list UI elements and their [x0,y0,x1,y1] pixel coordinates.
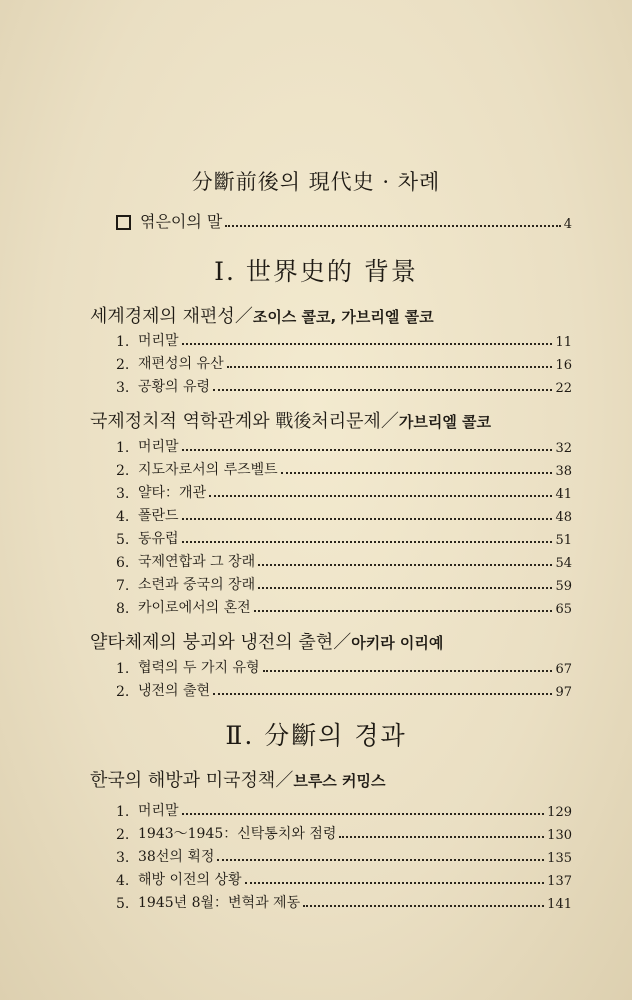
toc-entry [116,823,572,843]
chapter-title [90,628,580,654]
entry-number: 2. [116,684,130,700]
toc-entry [116,436,572,456]
toc-entry [116,892,572,912]
page-number: 67 [555,662,572,677]
entry-number: 2. [116,827,130,843]
entry-label: 엮은이의 말 [140,212,223,231]
entry-number: 1. [116,334,130,350]
page-number: 137 [547,874,572,889]
entry-number: 7. [116,578,130,594]
entry-label: 폴란드 [138,508,179,524]
entry-number: 2. [116,357,130,373]
chapter-author: 브루스 커밍스 [293,772,386,790]
chapter-title [90,302,580,328]
page-number: 16 [555,358,572,373]
entry-number: 1. [116,440,130,456]
dot-leader [281,472,553,474]
page-number: 22 [555,381,572,396]
entry-number: 1. [116,804,130,820]
dot-leader [258,564,552,566]
entry-label: 협력의 두 가지 유형 [138,660,260,676]
part-heading: Ⅱ. 分斷의 경과 [225,721,407,750]
toc-entry [116,597,572,617]
dot-leader [209,495,552,497]
dot-leader [213,389,552,391]
dot-leader [339,836,544,838]
toc-entry [116,574,572,594]
entry-label: 머리말 [138,333,179,349]
dot-leader [182,449,553,451]
toc-entry [116,528,572,548]
entry-number: 4. [116,873,130,889]
page-number: 129 [547,805,572,820]
chapter-title-text: 한국의 해방과 미국정책／ [90,770,294,791]
dot-leader [245,882,545,884]
page-number: 65 [555,602,572,617]
entry-label: 머리말 [138,439,179,455]
page-number: 11 [555,335,572,350]
chapter-title-text: 얄타체제의 붕괴와 냉전의 출현／ [90,632,352,653]
toc-entry [116,657,572,677]
page-number: 38 [555,464,572,479]
chapter-author: 아키라 이리예 [351,634,444,652]
dot-leader [303,905,544,907]
toc-entry [116,459,572,479]
dot-leader [182,518,553,520]
chapter-author: 가브리엘 콜코 [398,413,492,431]
toc-entry [116,353,572,373]
entry-number: 5. [116,896,130,912]
entry-label: 국제연합과 그 장래 [138,554,256,570]
page-number: 97 [555,685,572,700]
dot-leader [227,366,553,368]
page-number: 48 [555,510,572,525]
entry-number: 1. [116,661,130,677]
entry-number: 3. [116,380,130,396]
entry-number: 5. [116,532,130,548]
part-heading: Ⅰ. 世界史的 背景 [214,257,418,286]
page-number: 141 [547,897,572,912]
toc-preface-entry [116,210,572,232]
toc-entry [116,846,572,866]
page-number: 130 [547,828,572,843]
entry-number: 4. [116,509,130,525]
page-number: 41 [555,487,572,502]
page-number: 32 [555,441,572,456]
entry-label: 공황의 유령 [138,379,211,395]
entry-number: 6. [116,555,130,571]
entry-label: 1943～1945：신탁통치와 점령 [138,826,337,842]
toc-entry [116,680,572,700]
chapter-title [90,766,580,792]
page-number: 4 [563,217,572,232]
chapter-title-text: 국제정치적 역학관계와 戰後처리문제／ [90,411,399,432]
entry-label: 38선의 획정 [138,849,215,865]
page-number: 135 [547,851,572,866]
dot-leader [217,859,544,861]
page-number: 51 [555,533,572,548]
toc-entry [116,330,572,350]
dot-leader [258,587,552,589]
toc-entry [116,482,572,502]
chapter-title [90,407,580,433]
page-number: 54 [555,556,572,571]
toc-entry [116,376,572,396]
entry-label: 머리말 [138,803,179,819]
entry-number: 3. [116,486,130,502]
dot-leader [263,670,553,672]
dot-leader [182,813,545,815]
entry-label: 얄타：개관 [138,485,207,501]
entry-number: 3. [116,850,130,866]
dot-leader [182,541,553,543]
entry-label: 1945년 8월：변혁과 제동 [138,895,301,911]
entry-number: 8. [116,601,130,617]
toc-entry [116,551,572,571]
dot-leader [213,693,552,695]
entry-number: 2. [116,463,130,479]
entry-label: 동유럽 [138,531,179,547]
page-number: 59 [555,579,572,594]
entry-label: 냉전의 출현 [138,683,211,699]
entry-label: 카이로에서의 혼전 [138,600,251,616]
entry-label: 지도자로서의 루즈벨트 [138,462,278,478]
dot-leader [225,225,560,227]
entry-label: 해방 이전의 상황 [138,872,242,888]
chapter-title-text: 세계경제의 재편성／ [90,306,253,327]
dot-leader [182,343,553,345]
entry-label: 소련과 중국의 장래 [138,577,256,593]
toc-entry [116,869,572,889]
toc-entry [116,800,572,820]
toc-entry [116,505,572,525]
chapter-author: 조이스 콜코, 가브리엘 콜코 [252,308,434,326]
checkbox-icon [116,215,131,230]
page-title: 分斷前後의 現代史 · 차례 [191,170,441,194]
entry-label: 재편성의 유산 [138,356,224,372]
dot-leader [254,610,553,612]
